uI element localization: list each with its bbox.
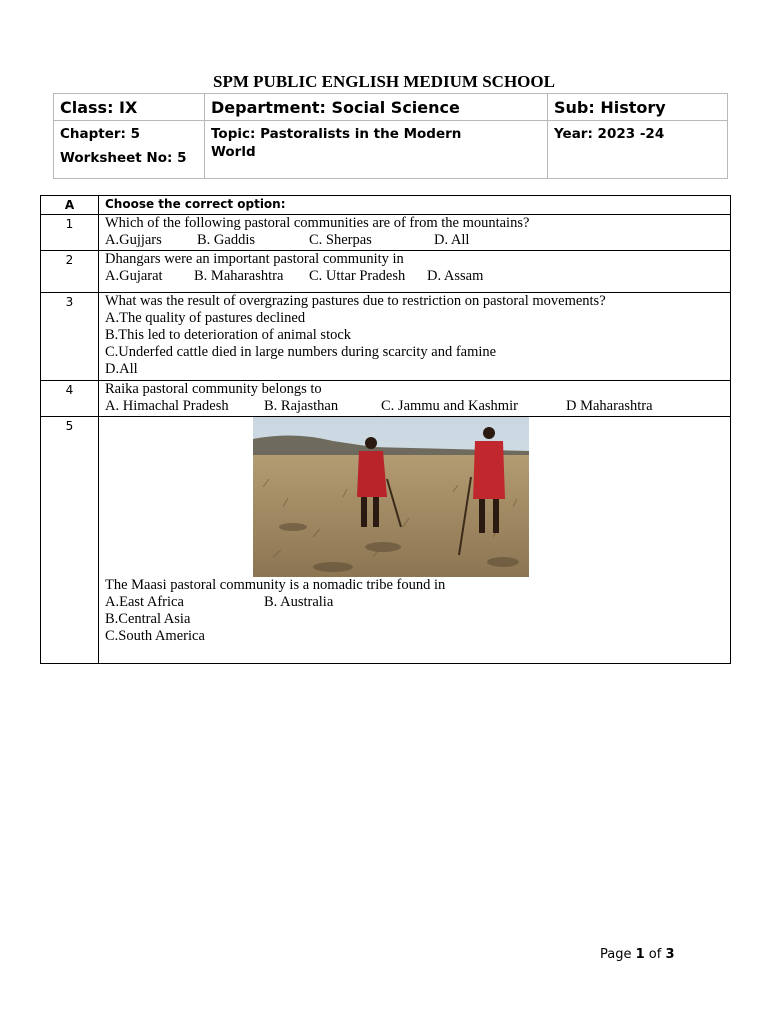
page-current: 1	[635, 947, 645, 962]
option: A.The quality of pastures declined	[105, 310, 306, 326]
option: A.East Africa	[105, 594, 184, 610]
question-row	[41, 293, 731, 381]
question-text: The Maasi pastoral community is a nomadic tribe found in	[105, 577, 446, 593]
topic-cell	[205, 121, 548, 179]
option: C. Jammu and Kashmir	[381, 398, 518, 414]
option: C. Uttar Pradesh	[309, 268, 406, 284]
option: A. Himachal Pradesh	[105, 398, 229, 414]
page-total: 3	[665, 947, 675, 962]
question-text: Dhangars were an important pastoral community in	[105, 251, 404, 267]
section-instruction: Choose the correct option:	[99, 196, 731, 215]
option: C. Sherpas	[309, 232, 372, 248]
topic-line1: Topic: Pastoralists in the Modern	[211, 126, 462, 142]
class-cell: Class: IX	[54, 94, 205, 121]
header-table	[53, 93, 728, 179]
option: C.South America	[105, 628, 205, 644]
year-cell: Year: 2023 -24	[548, 121, 728, 179]
question-number: 2	[41, 251, 99, 293]
question-number: 5	[41, 417, 99, 664]
question-row	[41, 251, 731, 293]
topic-line2: World	[211, 144, 256, 160]
option: D. All	[434, 232, 470, 248]
page-prefix: Page	[600, 947, 636, 962]
option: B. Gaddis	[197, 232, 255, 248]
option: D. Assam	[427, 268, 484, 284]
question-text: Which of the following pastoral communities are of from the mountains?	[105, 215, 530, 231]
option: D.All	[105, 361, 138, 377]
department-cell: Department: Social Science	[205, 94, 548, 121]
option: A.Gujarat	[105, 268, 163, 284]
section-label: A	[41, 196, 99, 215]
question-number: 3	[41, 293, 99, 381]
chapter-label: Chapter: 5	[60, 126, 141, 142]
option: B.Central Asia	[105, 611, 191, 627]
page-footer	[600, 947, 675, 962]
question-text: What was the result of overgrazing pastures due to restriction on pastoral movements?	[105, 293, 606, 309]
option: A.Gujjars	[105, 232, 162, 248]
option: B. Rajasthan	[264, 398, 339, 414]
maasi-herders-photo	[253, 417, 529, 577]
page-of: of	[644, 947, 666, 962]
question-row	[41, 381, 731, 417]
school-name: SPM PUBLIC ENGLISH MEDIUM SCHOOL	[213, 72, 555, 91]
chapter-cell	[54, 121, 205, 179]
option: B. Maharashtra	[194, 268, 284, 284]
question-text: Raika pastoral community belongs to	[105, 381, 322, 397]
option: B. Australia	[264, 594, 334, 610]
question-row	[41, 417, 731, 664]
question-number: 4	[41, 381, 99, 417]
option: B.This led to deterioration of animal stock	[105, 327, 352, 343]
question-number: 1	[41, 215, 99, 251]
questions-table	[40, 195, 731, 664]
question-row	[41, 215, 731, 251]
option: C.Underfed cattle died in large numbers during scarcity and famine	[105, 344, 497, 360]
worksheet-label: Worksheet No: 5	[60, 150, 187, 166]
subject-cell: Sub: History	[548, 94, 728, 121]
option: D Maharashtra	[566, 398, 653, 414]
